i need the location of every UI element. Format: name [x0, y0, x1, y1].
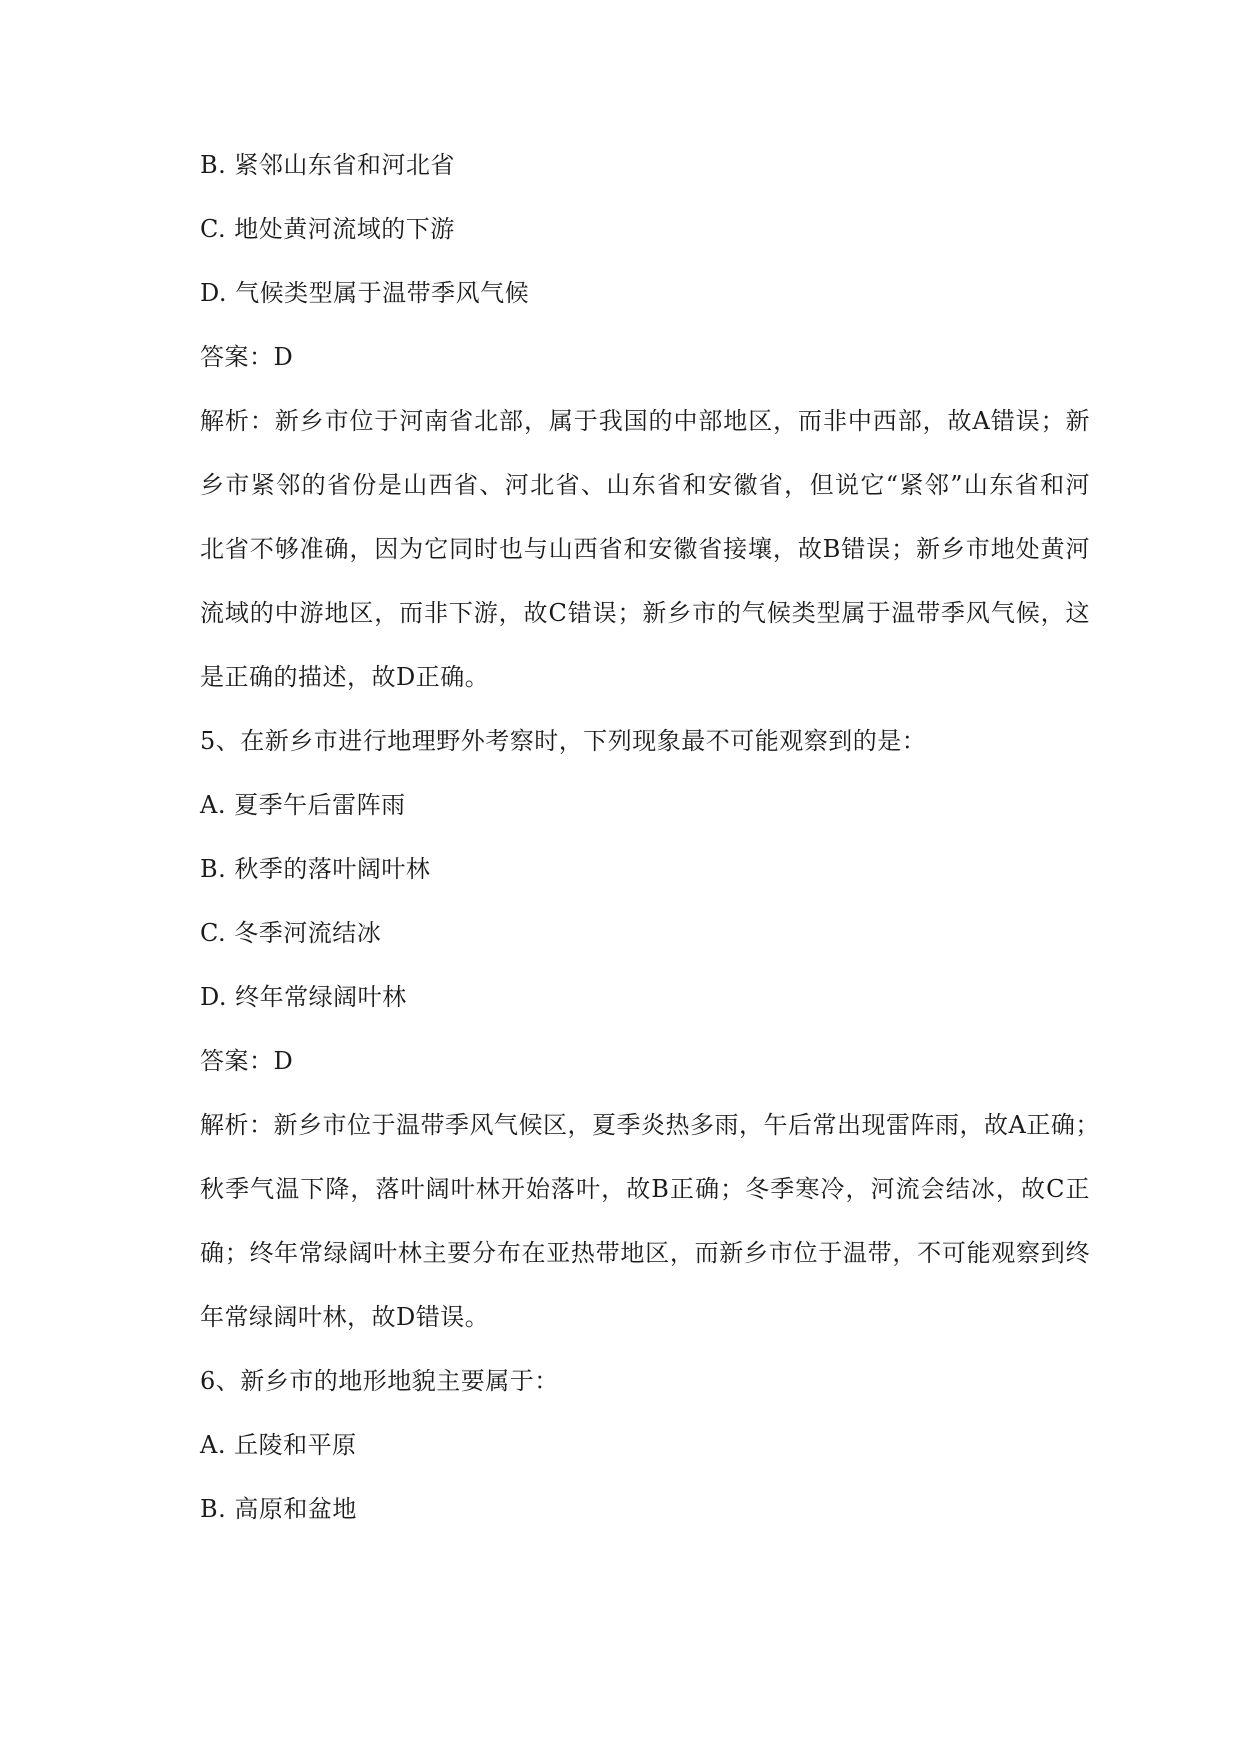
analysis-line: 年常绿阔叶林，故D错误。 — [200, 1303, 490, 1331]
document-content — [200, 145, 1100, 1529]
analysis-line: 流域的中游地区，而非下游，故C错误；新乡市的气候类型属于温带季风气候，这 — [200, 599, 1090, 627]
question-5: 5、在新乡市进行地理野外考察时，下列现象最不可能观察到的是： — [200, 727, 927, 755]
analysis-paragraph — [200, 401, 1090, 697]
analysis-line: 秋季气温下降，落叶阔叶林开始落叶，故B正确；冬季寒冷，河流会结冰，故C正 — [200, 1175, 1090, 1203]
analysis-line: 解析：新乡市位于温带季风气候区，夏季炎热多雨，午后常出现雷阵雨，故A正确； — [200, 1111, 1100, 1139]
analysis-paragraph — [200, 1105, 1100, 1337]
option-a: A. 丘陵和平原 — [200, 1431, 357, 1459]
analysis-line: 乡市紧邻的省份是山西省、河北省、山东省和安徽省，但说它“紧邻”山东省和河 — [200, 471, 1090, 499]
option-c: C. 冬季河流结冰 — [200, 919, 382, 947]
option-b: B. 紧邻山东省和河北省 — [200, 151, 455, 179]
option-a: A. 夏季午后雷阵雨 — [200, 791, 406, 819]
option-d: D. 终年常绿阔叶林 — [200, 983, 407, 1011]
question-6: 6、新乡市的地形地貌主要属于： — [200, 1367, 559, 1395]
answer: 答案：D — [200, 343, 294, 371]
option-d: D. 气候类型属于温带季风气候 — [200, 279, 530, 307]
option-b: B. 高原和盆地 — [200, 1495, 357, 1523]
analysis-line: 确；终年常绿阔叶林主要分布在亚热带地区，而新乡市位于温带，不可能观察到终 — [200, 1239, 1090, 1267]
answer: 答案：D — [200, 1047, 294, 1075]
analysis-line: 是正确的描述，故D正确。 — [200, 663, 490, 691]
option-b: B. 秋季的落叶阔叶林 — [200, 855, 431, 883]
option-c: C. 地处黄河流域的下游 — [200, 215, 455, 243]
analysis-line: 北省不够准确，因为它同时也与山西省和安徽省接壤，故B错误；新乡市地处黄河 — [200, 535, 1090, 563]
analysis-line: 解析：新乡市位于河南省北部，属于我国的中部地区，而非中西部，故A错误；新 — [200, 407, 1090, 435]
